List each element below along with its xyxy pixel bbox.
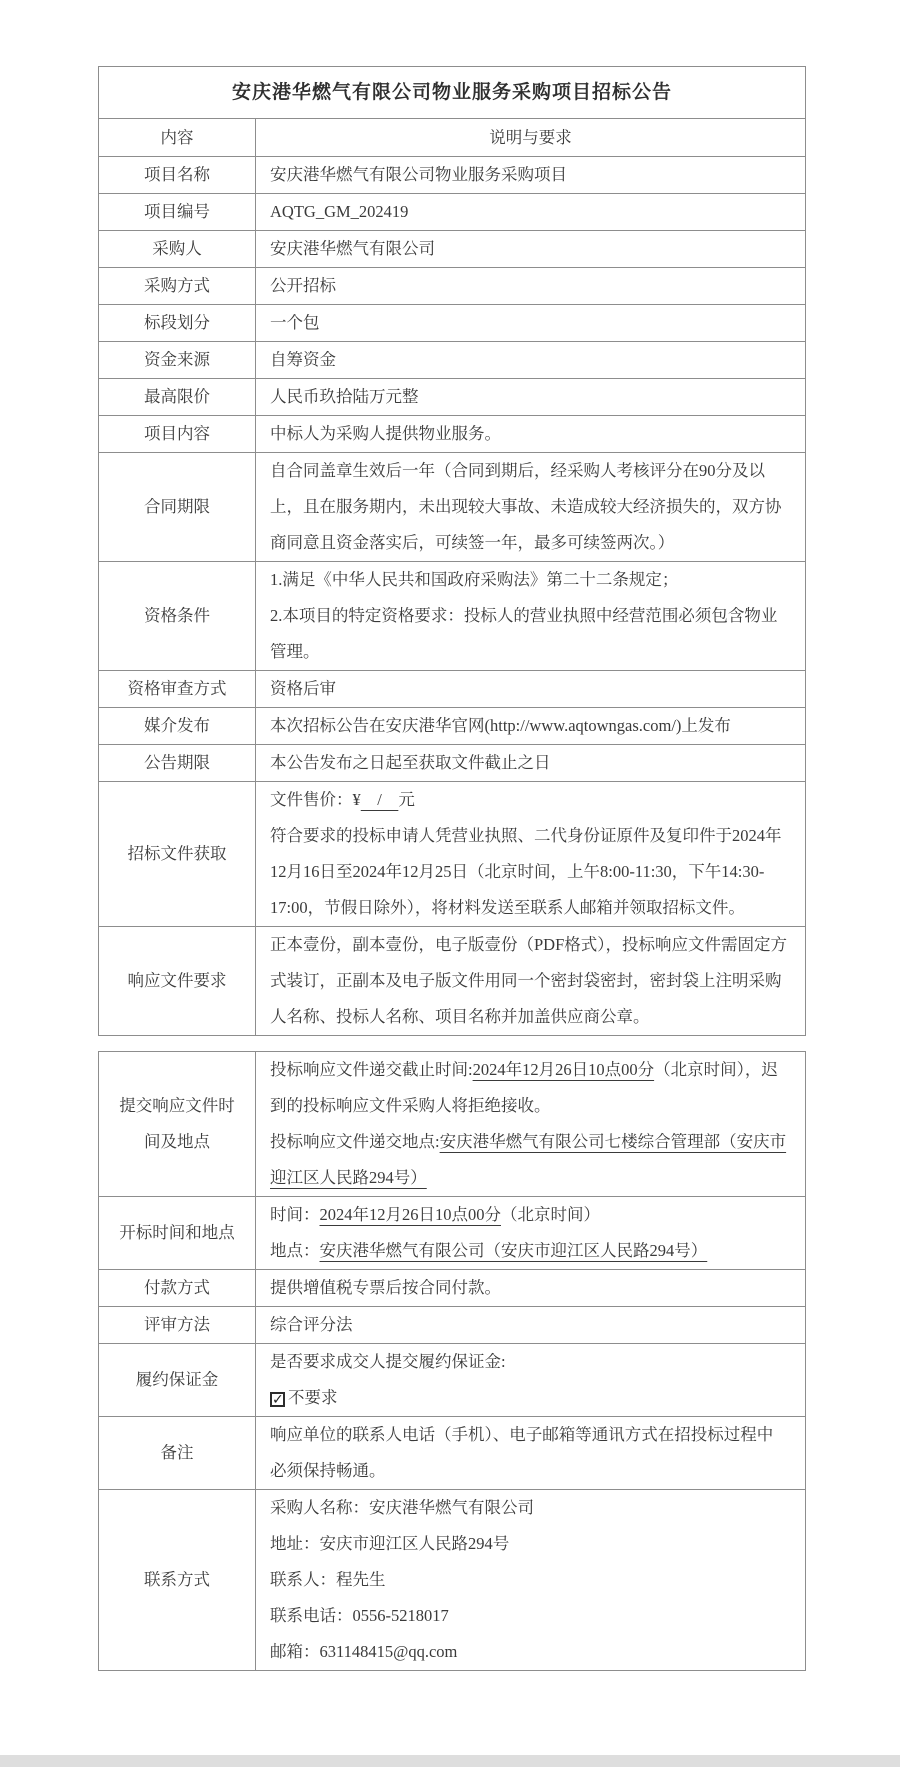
row-content xyxy=(256,305,806,342)
row-label: 提交响应文件时间及地点 xyxy=(99,1052,256,1197)
column-header-content: 内容 xyxy=(99,119,256,157)
schedule-and-contact-table xyxy=(98,1051,806,1671)
table-row xyxy=(99,342,806,379)
text-segment: 本次招标公告在安庆港华官网(http://www.aqtowngas.com/)上发布 xyxy=(270,716,731,735)
row-label: 招标文件获取 xyxy=(99,782,256,927)
row-content xyxy=(256,708,806,745)
content-line xyxy=(270,708,787,744)
row-label: 采购人 xyxy=(99,231,256,268)
table-row xyxy=(99,782,806,927)
main-announcement-table xyxy=(98,66,806,1036)
row-label: 开标时间和地点 xyxy=(99,1197,256,1270)
text-segment: （北京时间），迟到的投标响应文件采购人将拒绝接收。 xyxy=(270,1060,778,1115)
content-line xyxy=(270,342,787,378)
text-segment: 人民币玖拾陆万元整 xyxy=(270,387,419,406)
content-line xyxy=(270,782,787,818)
table-row xyxy=(99,379,806,416)
row-content xyxy=(256,1417,806,1490)
row-content xyxy=(256,671,806,708)
content-line xyxy=(270,1634,787,1670)
content-line xyxy=(270,1598,787,1634)
row-content xyxy=(256,745,806,782)
row-label: 标段划分 xyxy=(99,305,256,342)
text-segment: 正本壹份，副本壹份，电子版壹份（PDF格式），投标响应文件需固定方式装订，正副本及电子版文件用同一个密封袋密封，密封袋上注明采购人名称、投标人名称、项目名称并加盖供应商公章。 xyxy=(270,935,788,1026)
table-row xyxy=(99,1270,806,1307)
text-segment: 安庆港华燃气有限公司物业服务采购项目 xyxy=(270,165,567,184)
text-segment: AQTG_GM_202419 xyxy=(270,202,409,221)
row-content xyxy=(256,1344,806,1417)
page-title: 安庆港华燃气有限公司物业服务采购项目招标公告 xyxy=(99,67,806,119)
content-line xyxy=(270,671,787,707)
table-row xyxy=(99,1417,806,1490)
text-segment: 投标响应文件递交地点: xyxy=(270,1132,440,1151)
row-label: 付款方式 xyxy=(99,1270,256,1307)
row-label: 项目名称 xyxy=(99,157,256,194)
checked-checkbox-icon: ✓ xyxy=(272,1392,284,1408)
content-line xyxy=(270,453,787,561)
table-row xyxy=(99,671,806,708)
row-content xyxy=(256,1270,806,1307)
row-label: 响应文件要求 xyxy=(99,927,256,1036)
content-line xyxy=(270,745,787,781)
content-line xyxy=(270,416,787,452)
content-line xyxy=(270,1344,787,1380)
row-content xyxy=(256,268,806,305)
text-segment: 不要求 xyxy=(288,1388,338,1407)
table-row xyxy=(99,708,806,745)
underlined-value: / xyxy=(360,790,399,809)
table-row xyxy=(99,745,806,782)
content-line xyxy=(270,598,787,670)
row-label: 采购方式 xyxy=(99,268,256,305)
table-row xyxy=(99,157,806,194)
text-segment: 符合要求的投标申请人凭营业执照、二代身份证原件及复印件于2024年12月16日至2024年12月25日（北京时间，上午8:00-11:30，下午14:30-17:00，节假日除外），将材料发送至联系人邮箱并领取招标文件。 xyxy=(270,826,782,917)
text-segment: 采购人名称：安庆港华燃气有限公司 xyxy=(270,1498,534,1517)
row-label: 公告期限 xyxy=(99,745,256,782)
text-segment: 联系人：程先生 xyxy=(270,1570,386,1589)
text-segment: 是否要求成交人提交履约保证金: xyxy=(270,1352,506,1371)
content-line xyxy=(270,1417,787,1489)
row-content xyxy=(256,453,806,562)
table-row xyxy=(99,1344,806,1417)
document-title-row xyxy=(99,67,806,119)
table-header-row xyxy=(99,119,806,157)
text-segment: 文件售价：¥ xyxy=(270,790,361,809)
row-content xyxy=(256,927,806,1036)
content-line xyxy=(270,1526,787,1562)
row-label: 评审方法 xyxy=(99,1307,256,1344)
row-label: 合同期限 xyxy=(99,453,256,562)
table-row xyxy=(99,194,806,231)
table-row xyxy=(99,268,806,305)
row-content xyxy=(256,231,806,268)
table-row xyxy=(99,927,806,1036)
content-line xyxy=(270,1052,787,1124)
row-label: 最高限价 xyxy=(99,379,256,416)
content-line xyxy=(270,1124,787,1196)
tender-announcement-document xyxy=(98,66,805,1671)
table-row xyxy=(99,562,806,671)
row-content xyxy=(256,1052,806,1197)
text-segment: 时间： xyxy=(270,1205,320,1224)
row-label: 履约保证金 xyxy=(99,1344,256,1417)
content-line xyxy=(270,157,787,193)
row-label: 项目编号 xyxy=(99,194,256,231)
text-segment: 自合同盖章生效后一年（合同到期后，经采购人考核评分在90分及以上，且在服务期内，未出现较大事故、未造成较大经济损失的，双方协商同意且资金落实后，可续签一年，最多可续签两次。） xyxy=(270,461,782,552)
content-line xyxy=(270,818,787,926)
content-line xyxy=(270,1233,787,1269)
text-segment: 资格后审 xyxy=(270,679,336,698)
text-segment: 综合评分法 xyxy=(270,1315,353,1334)
row-content xyxy=(256,562,806,671)
content-line xyxy=(270,1490,787,1526)
row-content xyxy=(256,342,806,379)
row-label: 项目内容 xyxy=(99,416,256,453)
underlined-value: 安庆港华燃气有限公司七楼综合管理部（安庆市迎江区人民路294号） xyxy=(270,1132,787,1187)
content-line xyxy=(270,231,787,267)
underlined-value: 安庆港华燃气有限公司（安庆市迎江区人民路294号） xyxy=(319,1241,708,1260)
text-segment: 地点： xyxy=(270,1241,320,1260)
content-line xyxy=(270,562,787,598)
page-bottom-edge xyxy=(0,1755,900,1767)
content-line xyxy=(270,1380,787,1416)
row-label: 资金来源 xyxy=(99,342,256,379)
table-row xyxy=(99,1490,806,1671)
column-header-requirements: 说明与要求 xyxy=(256,119,806,157)
content-line xyxy=(270,268,787,304)
row-label: 备注 xyxy=(99,1417,256,1490)
table-row xyxy=(99,305,806,342)
row-content xyxy=(256,1490,806,1671)
row-label: 媒介发布 xyxy=(99,708,256,745)
text-segment: 一个包 xyxy=(270,313,320,332)
row-label: 资格条件 xyxy=(99,562,256,671)
row-content xyxy=(256,1307,806,1344)
table-row xyxy=(99,416,806,453)
underlined-value: 2024年12月26日10点00分 xyxy=(319,1205,501,1224)
table-row xyxy=(99,231,806,268)
text-segment: 邮箱：631148415@qq.com xyxy=(270,1642,458,1661)
row-label: 资格审查方式 xyxy=(99,671,256,708)
content-line xyxy=(270,1562,787,1598)
table-row xyxy=(99,1197,806,1270)
row-content xyxy=(256,782,806,927)
text-segment: 自筹资金 xyxy=(270,350,336,369)
content-line xyxy=(270,305,787,341)
text-segment: 投标响应文件递交截止时间: xyxy=(270,1060,473,1079)
text-segment: 提供增值税专票后按合同付款。 xyxy=(270,1278,501,1297)
text-segment: 1.满足《中华人民共和国政府采购法》第二十二条规定； xyxy=(270,570,679,589)
content-line xyxy=(270,1270,787,1306)
table-row xyxy=(99,453,806,562)
text-segment: 联系电话：0556-5218017 xyxy=(270,1606,449,1625)
text-segment: （北京时间） xyxy=(501,1205,600,1224)
text-segment: 2.本项目的特定资格要求：投标人的营业执照中经营范围必须包含物业管理。 xyxy=(270,606,778,661)
row-content xyxy=(256,379,806,416)
text-segment: 地址：安庆市迎江区人民路294号 xyxy=(270,1534,510,1553)
row-content xyxy=(256,194,806,231)
underlined-value: 2024年12月26日10点00分 xyxy=(472,1060,655,1079)
content-line xyxy=(270,194,787,230)
content-line xyxy=(270,1197,787,1233)
text-segment: 本公告发布之日起至获取文件截止之日 xyxy=(270,753,551,772)
content-line xyxy=(270,1307,787,1343)
table-row xyxy=(99,1052,806,1197)
row-content xyxy=(256,1197,806,1270)
table-row xyxy=(99,1307,806,1344)
content-line xyxy=(270,379,787,415)
text-segment: 中标人为采购人提供物业服务。 xyxy=(270,424,501,443)
row-label: 联系方式 xyxy=(99,1490,256,1671)
content-line xyxy=(270,927,787,1035)
text-segment: 响应单位的联系人电话（手机）、电子邮箱等通讯方式在招投标过程中必须保持畅通。 xyxy=(270,1425,774,1480)
text-segment: 元 xyxy=(398,790,415,809)
text-segment: 公开招标 xyxy=(270,276,336,295)
row-content xyxy=(256,157,806,194)
row-content xyxy=(256,416,806,453)
text-segment: 安庆港华燃气有限公司 xyxy=(270,239,435,258)
